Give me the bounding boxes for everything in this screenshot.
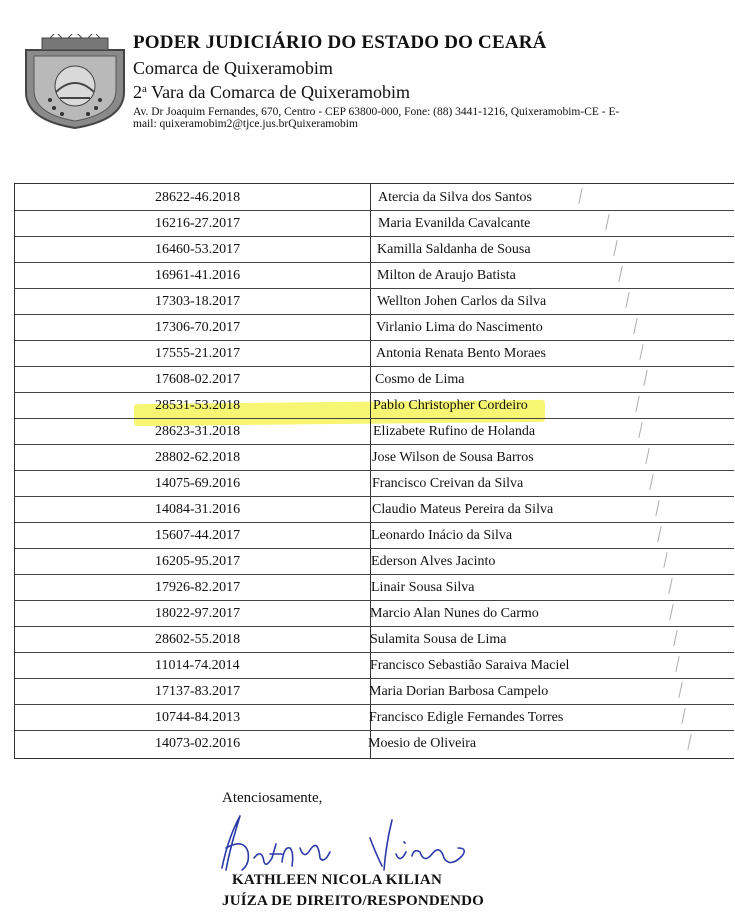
- check-mark-icon: [605, 214, 609, 230]
- vara-name: 2$^a$ Vara da Comarca de Quixeramobim: [133, 82, 410, 102]
- check-mark-icon: [638, 422, 642, 438]
- address-line-2: mail: quixeramobim2@tjce.jus.brQuixeramobim: [133, 118, 358, 130]
- party-name: Claudio Mateus Pereira da Silva: [372, 502, 554, 517]
- table-row: [15, 366, 734, 392]
- check-mark-icon: [675, 656, 679, 672]
- process-number: 16460-53.2017: [155, 242, 241, 257]
- court-title: PODER JUDICIÁRIO DO ESTADO DO CEARÁ: [133, 32, 547, 53]
- address-line-1: Av. Dr Joaquim Fernandes, 670, Centro - CEP 63800-000, Fone: (88) 3441-1216, Quixeramobim-CE - E-: [133, 106, 620, 118]
- closing-salutation: Atenciosamente,: [222, 790, 323, 806]
- table-row: [15, 470, 734, 496]
- party-name: Maria Dorian Barbosa Campelo: [369, 684, 549, 699]
- table-row: [15, 262, 734, 288]
- party-name: Antonia Renata Bento Moraes: [376, 346, 546, 361]
- process-number: 17303-18.2017: [155, 294, 241, 309]
- check-mark-icon: [625, 292, 629, 308]
- process-number: 15607-44.2017: [155, 528, 241, 543]
- check-mark-icon: [655, 500, 659, 516]
- party-name: Maria Evanilda Cavalcante: [378, 216, 531, 231]
- party-name: Francisco Sebastião Saraiva Maciel: [370, 658, 570, 673]
- party-name: Wellton Johen Carlos da Silva: [377, 294, 547, 309]
- party-name: Atercia da Silva dos Santos: [378, 190, 532, 205]
- check-mark-icon: [633, 318, 637, 334]
- process-number: 28623-31.2018: [155, 424, 241, 439]
- process-number: 28531-53.2018: [155, 398, 241, 413]
- party-name: Moesio de Oliveira: [368, 736, 477, 751]
- check-mark-icon: [687, 734, 691, 750]
- process-number: 10744-84.2013: [155, 710, 241, 725]
- party-name: Sulamita Sousa de Lima: [370, 632, 507, 647]
- process-number: 16961-41.2016: [155, 268, 241, 283]
- table-row: [15, 730, 734, 756]
- table-row: [15, 574, 734, 600]
- table-row: [15, 288, 734, 314]
- table-row: [15, 522, 734, 548]
- check-mark-icon: [639, 344, 643, 360]
- process-number: 16216-27.2017: [155, 216, 241, 231]
- process-number: 17926-82.2017: [155, 580, 241, 595]
- party-name: Linair Sousa Silva: [371, 580, 475, 595]
- check-mark-icon: [635, 396, 639, 412]
- table-row: [15, 548, 734, 574]
- party-name: Jose Wilson de Sousa Barros: [372, 450, 534, 465]
- party-name: Francisco Edigle Fernandes Torres: [369, 710, 564, 725]
- party-name: Cosmo de Lima: [375, 372, 465, 387]
- check-mark-icon: [668, 578, 672, 594]
- table-row: [15, 236, 734, 262]
- party-name: Leonardo Inácio da Silva: [371, 528, 513, 543]
- process-number: 14075-69.2016: [155, 476, 241, 491]
- table-row: [15, 210, 734, 236]
- comarca-name: Comarca de Quixeramobim: [133, 58, 333, 78]
- check-mark-icon: [649, 474, 653, 490]
- process-number: 16205-95.2017: [155, 554, 241, 569]
- table-row: [15, 340, 734, 366]
- check-mark-icon: [613, 240, 617, 256]
- process-table: [14, 183, 734, 759]
- check-mark-icon: [663, 552, 667, 568]
- process-number: 28602-55.2018: [155, 632, 241, 647]
- party-name: Marcio Alan Nunes do Carmo: [370, 606, 539, 621]
- process-number: 14073-02.2016: [155, 736, 241, 751]
- table-row: [15, 184, 734, 210]
- table-row: [15, 496, 734, 522]
- party-name: Kamilla Saldanha de Sousa: [377, 242, 531, 257]
- check-mark-icon: [669, 604, 673, 620]
- party-name: Milton de Araujo Batista: [377, 268, 516, 283]
- table-row: [15, 626, 734, 652]
- table-row: [15, 704, 734, 730]
- check-mark-icon: [673, 630, 677, 646]
- table-row: [15, 418, 734, 444]
- letterhead: [0, 0, 735, 140]
- process-number: 28802-62.2018: [155, 450, 241, 465]
- party-name: Ederson Alves Jacinto: [371, 554, 496, 569]
- court-crest-icon: [20, 34, 130, 130]
- check-mark-icon: [578, 188, 582, 204]
- table-row: [15, 652, 734, 678]
- check-mark-icon: [678, 682, 682, 698]
- table-row: [15, 444, 734, 470]
- party-name: Virlanio Lima do Nascimento: [376, 320, 543, 335]
- check-mark-icon: [681, 708, 685, 724]
- process-number: 18022-97.2017: [155, 606, 241, 621]
- process-number: 14084-31.2016: [155, 502, 241, 517]
- process-number: 17608-02.2017: [155, 372, 241, 387]
- process-number: 17306-70.2017: [155, 320, 241, 335]
- party-name: Elizabete Rufino de Holanda: [373, 424, 536, 439]
- process-number: 28622-46.2018: [155, 190, 241, 205]
- table-row: [15, 678, 734, 704]
- table-row: [15, 392, 734, 418]
- process-number: 17137-83.2017: [155, 684, 241, 699]
- party-name: Pablo Christopher Cordeiro: [373, 398, 528, 413]
- check-mark-icon: [643, 370, 647, 386]
- signer-role: JUÍZA DE DIREITO/RESPONDENDO: [222, 893, 485, 909]
- check-mark-icon: [618, 266, 622, 282]
- signer-name: KATHLEEN NICOLA KILIAN: [232, 872, 442, 888]
- check-mark-icon: [657, 526, 661, 542]
- party-name: Francisco Creivan da Silva: [372, 476, 524, 491]
- process-number: 11014-74.2014: [155, 658, 240, 673]
- check-mark-icon: [645, 448, 649, 464]
- process-number: 17555-21.2017: [155, 346, 241, 361]
- table-row: [15, 600, 734, 626]
- table-row: [15, 314, 734, 340]
